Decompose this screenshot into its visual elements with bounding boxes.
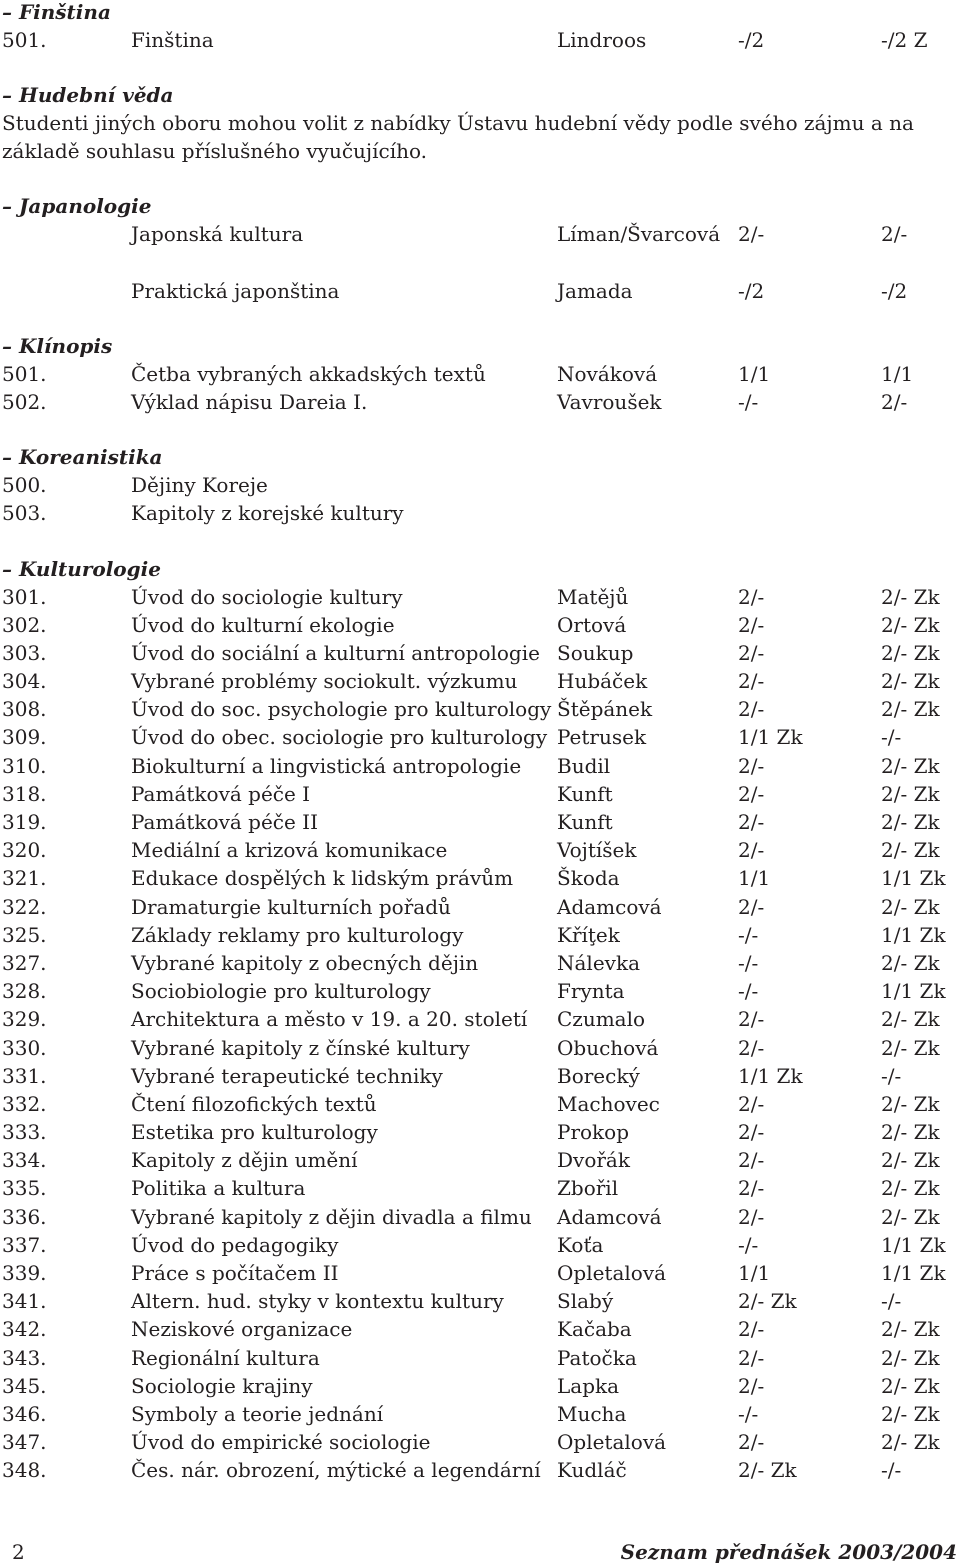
semester-2-hours: -/- bbox=[881, 1289, 902, 1314]
section-heading: – Koreanistika bbox=[2, 445, 163, 470]
semester-1-hours: 2/- bbox=[738, 894, 765, 919]
lecturer: Machovec bbox=[557, 1091, 660, 1116]
lecturer: Borecký bbox=[557, 1063, 640, 1088]
semester-1-hours: 1/1 bbox=[738, 866, 771, 891]
course-number: 331. bbox=[2, 1063, 47, 1088]
course-title: Úvod do empirické sociologie bbox=[131, 1430, 431, 1455]
course-number: 301. bbox=[2, 584, 47, 609]
semester-1-hours: -/- bbox=[738, 1232, 759, 1257]
semester-2-hours: 2/- Zk bbox=[881, 894, 940, 919]
section-gap bbox=[2, 54, 958, 81]
semester-2-hours: 1/1 Zk bbox=[881, 866, 946, 891]
lecturer: Mucha bbox=[557, 1401, 627, 1426]
semester-1-hours: 2/- bbox=[738, 669, 765, 694]
course-row bbox=[2, 1400, 958, 1428]
lecturer: Hubáček bbox=[557, 669, 648, 694]
course-row bbox=[2, 1118, 958, 1146]
course-number: 500. bbox=[2, 473, 47, 498]
course-row bbox=[2, 639, 958, 667]
document-body bbox=[2, 0, 958, 1485]
section-heading: – Klínopis bbox=[2, 333, 113, 358]
course-row bbox=[2, 1456, 958, 1484]
semester-2-hours: 2/- Zk bbox=[881, 1120, 940, 1145]
course-number: 319. bbox=[2, 810, 47, 834]
course-row bbox=[2, 667, 958, 695]
lecturer: Jamada bbox=[557, 278, 633, 303]
section-gap bbox=[2, 165, 958, 192]
lecturer: Kudláč bbox=[557, 1458, 627, 1483]
semester-2-hours: 1/1 bbox=[881, 361, 914, 386]
course-number: 330. bbox=[2, 1035, 47, 1060]
course-number: 334. bbox=[2, 1148, 47, 1173]
course-row bbox=[2, 921, 958, 949]
course-title: Základy reklamy pro kulturology bbox=[131, 922, 464, 947]
course-row bbox=[2, 695, 958, 723]
course-number: 328. bbox=[2, 979, 47, 1004]
course-title: Úvod do sociologie kultury bbox=[131, 584, 403, 609]
course-title: Japonská kultura bbox=[131, 222, 304, 247]
section-heading: – Kulturologie bbox=[2, 556, 161, 581]
course-title: Vybrané kapitoly z čínské kultury bbox=[131, 1035, 470, 1060]
course-title: Neziskové organizace bbox=[131, 1317, 353, 1342]
semester-2-hours: 2/- Zk bbox=[881, 838, 940, 863]
course-title: Památková péče II bbox=[131, 810, 318, 834]
semester-2-hours: 2/- bbox=[881, 222, 908, 247]
course-title: Mediální a krizová komunikace bbox=[131, 838, 448, 863]
course-row bbox=[2, 220, 958, 248]
lecturer: Lindroos bbox=[557, 28, 647, 52]
course-number: 329. bbox=[2, 1007, 47, 1032]
lecturer: Zbořil bbox=[557, 1176, 619, 1201]
lecturer: Dvořák bbox=[557, 1148, 630, 1173]
course-number: 318. bbox=[2, 781, 47, 806]
course-title: Vybrané kapitoly z obecných dějin bbox=[131, 950, 479, 975]
lecturer: Opletalová bbox=[557, 1430, 667, 1455]
semester-1-hours: 2/- bbox=[738, 1007, 765, 1032]
section-gap bbox=[2, 305, 958, 332]
lecturer: Petrusek bbox=[557, 725, 647, 750]
course-title: Politika a kultura bbox=[131, 1176, 306, 1201]
course-title: Sociologie krajiny bbox=[131, 1373, 313, 1398]
semester-1-hours: 2/- bbox=[738, 1091, 765, 1116]
course-row bbox=[2, 611, 958, 639]
course-row bbox=[2, 26, 958, 54]
semester-1-hours: -/- bbox=[738, 979, 759, 1004]
semester-1-hours: -/2 bbox=[738, 28, 765, 52]
course-title: Sociobiologie pro kulturology bbox=[131, 979, 431, 1004]
semester-1-hours: -/- bbox=[738, 389, 759, 414]
semester-2-hours: 2/- bbox=[881, 389, 908, 414]
course-row bbox=[2, 1062, 958, 1090]
course-number: 342. bbox=[2, 1317, 47, 1342]
course-title: Vybrané kapitoly z dějin divadla a filmu bbox=[131, 1204, 532, 1229]
semester-1-hours: 2/- bbox=[738, 838, 765, 863]
semester-2-hours: -/- bbox=[881, 725, 902, 750]
semester-1-hours: 2/- bbox=[738, 1120, 765, 1145]
course-row bbox=[2, 360, 958, 388]
course-title: Edukace dospělých k lidským právům bbox=[131, 866, 514, 891]
semester-2-hours: 1/1 Zk bbox=[881, 1232, 946, 1257]
course-title: Čes. nár. obrození, mýtické a legendární bbox=[131, 1458, 541, 1483]
lecturer: Obuchová bbox=[557, 1035, 659, 1060]
course-number: 348. bbox=[2, 1458, 47, 1483]
lecturer: Štěpánek bbox=[557, 697, 653, 722]
course-title: Symboly a teorie jednání bbox=[131, 1401, 384, 1426]
course-row bbox=[2, 1231, 958, 1259]
page-number: 2 bbox=[12, 1540, 25, 1564]
lecturer: Nálevka bbox=[557, 950, 640, 975]
semester-2-hours: -/- bbox=[881, 1063, 902, 1088]
semester-1-hours: -/2 bbox=[738, 278, 765, 303]
course-number: 325. bbox=[2, 922, 47, 947]
lecturer: Opletalová bbox=[557, 1261, 667, 1285]
course-number: 302. bbox=[2, 612, 47, 637]
course-row bbox=[2, 248, 958, 276]
semester-2-hours: 2/- Zk bbox=[881, 753, 940, 778]
semester-1-hours: 2/- bbox=[738, 1176, 765, 1201]
course-title: Kapitoly z korejské kultury bbox=[131, 501, 404, 526]
course-number: 346. bbox=[2, 1401, 47, 1426]
semester-2-hours: 2/- Zk bbox=[881, 1373, 940, 1398]
course-row bbox=[2, 1315, 958, 1343]
course-title: Výklad nápisu Dareia I. bbox=[131, 389, 368, 414]
semester-2-hours: 2/- Zk bbox=[881, 1091, 940, 1116]
semester-1-hours: 2/- bbox=[738, 1148, 765, 1173]
semester-1-hours: 2/- Zk bbox=[738, 1458, 797, 1483]
lecturer: Adamcová bbox=[557, 894, 662, 919]
course-row bbox=[2, 1146, 958, 1174]
course-row bbox=[2, 752, 958, 780]
course-number: 503. bbox=[2, 501, 47, 526]
course-number: 501. bbox=[2, 361, 47, 386]
section-heading: – Hudební věda bbox=[2, 83, 174, 108]
course-row bbox=[2, 1034, 958, 1062]
course-title: Biokulturní a lingvistická antropologie bbox=[131, 753, 522, 778]
semester-1-hours: -/- bbox=[738, 922, 759, 947]
semester-1-hours: 2/- bbox=[738, 1373, 765, 1398]
course-row bbox=[2, 1344, 958, 1372]
course-title: Úvod do pedagogiky bbox=[131, 1232, 339, 1257]
course-title: Estetika pro kulturology bbox=[131, 1120, 378, 1145]
semester-1-hours: 2/- bbox=[738, 1345, 765, 1370]
course-title: Finština bbox=[131, 28, 214, 52]
semester-1-hours: 2/- bbox=[738, 1035, 765, 1060]
section-heading: – Japanologie bbox=[2, 194, 152, 219]
semester-2-hours: 2/- Zk bbox=[881, 1035, 940, 1060]
lecturer: Kunft bbox=[557, 810, 613, 834]
course-row bbox=[2, 388, 958, 416]
semester-2-hours: -/- bbox=[881, 1458, 902, 1483]
course-number: 345. bbox=[2, 1373, 47, 1398]
semester-1-hours: 2/- bbox=[738, 640, 765, 665]
section-heading: – Finština bbox=[2, 0, 111, 24]
lecturer: Vojtíšek bbox=[557, 838, 637, 863]
semester-2-hours: 2/- Zk bbox=[881, 1401, 940, 1426]
course-number: 333. bbox=[2, 1120, 47, 1145]
semester-2-hours: 2/- Zk bbox=[881, 1176, 940, 1201]
course-number: 343. bbox=[2, 1345, 47, 1370]
lecturer: Škoda bbox=[557, 866, 620, 891]
semester-2-hours: 2/- Zk bbox=[881, 584, 940, 609]
course-title: Kapitoly z dějin umění bbox=[131, 1148, 358, 1173]
course-title: Dějiny Koreje bbox=[131, 473, 268, 498]
section-gap bbox=[2, 528, 958, 555]
lecturer: Líman/Švarcová bbox=[557, 222, 721, 247]
course-row bbox=[2, 1174, 958, 1202]
course-title: Památková péče I bbox=[131, 781, 311, 806]
course-title: Vybrané terapeutické techniky bbox=[131, 1063, 443, 1088]
semester-2-hours: 1/1 Zk bbox=[881, 979, 946, 1004]
course-title: Regionální kultura bbox=[131, 1345, 320, 1370]
lecturer: Lapka bbox=[557, 1373, 620, 1398]
course-row bbox=[2, 1428, 958, 1456]
semester-2-hours: 2/- Zk bbox=[881, 810, 940, 834]
section-gap bbox=[2, 416, 958, 443]
course-title: Altern. hud. styky v kontextu kultury bbox=[131, 1289, 504, 1314]
course-row bbox=[2, 864, 958, 892]
semester-1-hours: 2/- bbox=[738, 697, 765, 722]
course-title: Čtení filozofických textů bbox=[131, 1091, 377, 1116]
semester-1-hours: 2/- bbox=[738, 1317, 765, 1342]
semester-1-hours: 1/1 Zk bbox=[738, 725, 803, 750]
course-number: 501. bbox=[2, 28, 47, 52]
course-row bbox=[2, 1090, 958, 1118]
semester-1-hours: 1/1 Zk bbox=[738, 1063, 803, 1088]
lecturer: Koťa bbox=[557, 1232, 604, 1257]
course-number: 310. bbox=[2, 753, 47, 778]
section-paragraph: Studenti jiných oboru mohou volit z nabídky Ústavu hudební vědy podle svého zájmu a na základě souhlasu příslušného vyučujícího. bbox=[2, 111, 914, 164]
semester-1-hours: -/- bbox=[738, 1401, 759, 1426]
course-title: Architektura a město v 19. a 20. století bbox=[131, 1007, 528, 1032]
semester-1-hours: 2/- bbox=[738, 810, 765, 834]
course-title: Úvod do sociální a kulturní antropologie bbox=[131, 640, 540, 665]
semester-2-hours: 2/- Zk bbox=[881, 1007, 940, 1032]
course-number: 327. bbox=[2, 950, 47, 975]
semester-1-hours: 2/- bbox=[738, 612, 765, 637]
course-title: Práce s počítačem II bbox=[131, 1261, 339, 1285]
semester-2-hours: 1/1 Zk bbox=[881, 1261, 946, 1285]
course-title: Úvod do kulturní ekologie bbox=[131, 612, 395, 637]
course-title: Úvod do soc. psychologie pro kulturology bbox=[131, 697, 552, 722]
semester-2-hours: 2/- Zk bbox=[881, 950, 940, 975]
semester-1-hours: -/- bbox=[738, 950, 759, 975]
lecturer: Kačaba bbox=[557, 1317, 632, 1342]
course-number: 347. bbox=[2, 1430, 47, 1455]
course-number: 320. bbox=[2, 838, 47, 863]
course-number: 304. bbox=[2, 669, 47, 694]
lecturer: Czumalo bbox=[557, 1007, 646, 1032]
lecturer: Ortová bbox=[557, 612, 627, 637]
lecturer: Frynta bbox=[557, 979, 625, 1004]
course-row bbox=[2, 583, 958, 611]
course-row bbox=[2, 977, 958, 1005]
course-number: 321. bbox=[2, 866, 47, 891]
lecturer: Soukup bbox=[557, 640, 634, 665]
course-number: 336. bbox=[2, 1204, 47, 1229]
lecturer: Kříţek bbox=[557, 922, 620, 947]
semester-1-hours: 2/- Zk bbox=[738, 1289, 797, 1314]
course-title: Praktická japonština bbox=[131, 278, 340, 303]
course-number: 309. bbox=[2, 725, 47, 750]
course-number: 308. bbox=[2, 697, 47, 722]
lecturer: Vavroušek bbox=[557, 389, 662, 414]
course-number: 339. bbox=[2, 1261, 47, 1285]
semester-2-hours: 2/- Zk bbox=[881, 669, 940, 694]
semester-2-hours: 2/- Zk bbox=[881, 1317, 940, 1342]
lecturer: Slabý bbox=[557, 1289, 614, 1314]
course-row bbox=[2, 949, 958, 977]
semester-2-hours: -/2 bbox=[881, 278, 908, 303]
semester-1-hours: 2/- bbox=[738, 584, 765, 609]
semester-1-hours: 1/1 bbox=[738, 361, 771, 386]
course-row bbox=[2, 1203, 958, 1231]
course-number: 341. bbox=[2, 1289, 47, 1314]
footer-title: Seznam přednášek 2003/2004 bbox=[620, 1540, 957, 1564]
lecturer: Kunft bbox=[557, 781, 613, 806]
semester-2-hours: 2/- Zk bbox=[881, 1345, 940, 1370]
course-row bbox=[2, 1287, 958, 1315]
course-number: 502. bbox=[2, 389, 47, 414]
course-number: 335. bbox=[2, 1176, 47, 1201]
semester-1-hours: 2/- bbox=[738, 222, 765, 247]
lecturer: Prokop bbox=[557, 1120, 630, 1145]
semester-1-hours: 2/- bbox=[738, 753, 765, 778]
course-title: Dramaturgie kulturních pořadů bbox=[131, 894, 451, 919]
course-row bbox=[2, 471, 958, 499]
semester-1-hours: 1/1 bbox=[738, 1261, 771, 1285]
semester-2-hours: 1/1 Zk bbox=[881, 922, 946, 947]
course-row bbox=[2, 723, 958, 751]
course-row bbox=[2, 1005, 958, 1033]
course-title: Vybrané problémy sociokult. výzkumu bbox=[131, 669, 518, 694]
semester-2-hours: 2/- Zk bbox=[881, 640, 940, 665]
course-number: 337. bbox=[2, 1232, 47, 1257]
course-row bbox=[2, 1372, 958, 1400]
course-number: 322. bbox=[2, 894, 47, 919]
semester-2-hours: 2/- Zk bbox=[881, 781, 940, 806]
lecturer: Patočka bbox=[557, 1345, 637, 1370]
course-title: Úvod do obec. sociologie pro kulturology bbox=[131, 725, 548, 750]
course-title: Četba vybraných akkadských textů bbox=[131, 361, 486, 386]
semester-2-hours: 2/- Zk bbox=[881, 1148, 940, 1173]
semester-1-hours: 2/- bbox=[738, 781, 765, 806]
semester-2-hours: 2/- Zk bbox=[881, 612, 940, 637]
course-row bbox=[2, 277, 958, 305]
semester-1-hours: 2/- bbox=[738, 1430, 765, 1455]
course-row bbox=[2, 780, 958, 808]
course-row bbox=[2, 499, 958, 527]
lecturer: Budil bbox=[557, 753, 611, 778]
semester-2-hours: 2/- Zk bbox=[881, 1204, 940, 1229]
semester-2-hours: -/2 Z bbox=[881, 28, 928, 52]
lecturer: Adamcová bbox=[557, 1204, 662, 1229]
course-row bbox=[2, 808, 958, 836]
course-row bbox=[2, 836, 958, 864]
semester-2-hours: 2/- Zk bbox=[881, 1430, 940, 1455]
course-number: 303. bbox=[2, 640, 47, 665]
course-number: 332. bbox=[2, 1091, 47, 1116]
course-row bbox=[2, 893, 958, 921]
lecturer: Matějů bbox=[557, 584, 629, 609]
lecturer: Nováková bbox=[557, 361, 658, 386]
course-row bbox=[2, 1259, 958, 1287]
semester-2-hours: 2/- Zk bbox=[881, 697, 940, 722]
semester-1-hours: 2/- bbox=[738, 1204, 765, 1229]
